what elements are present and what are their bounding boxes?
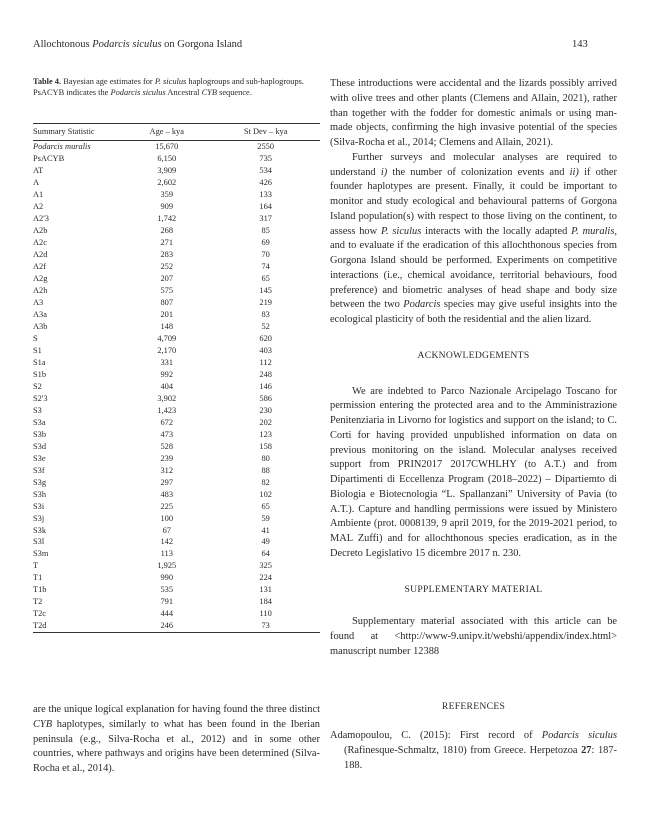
table-cell: T2d — [33, 621, 47, 631]
table-row — [33, 345, 320, 357]
table-row — [33, 572, 320, 584]
table-header-row — [33, 124, 320, 141]
table-row — [33, 333, 320, 345]
table-cell: 2,602 — [157, 177, 177, 187]
table-cell: 909 — [160, 201, 174, 211]
table-cell: 992 — [160, 369, 174, 379]
table-cell: T2 — [33, 597, 43, 607]
table-cell: 4,709 — [157, 333, 177, 343]
table-cell: 403 — [259, 345, 272, 355]
table-cell: 110 — [259, 609, 272, 619]
table-row — [33, 548, 320, 560]
table-cell: S3d — [33, 441, 47, 451]
table-cell: 113 — [160, 549, 173, 559]
table-cell: 444 — [160, 609, 174, 619]
table-cell: 148 — [160, 321, 174, 331]
table-row — [33, 417, 320, 429]
table-cell: 41 — [261, 525, 270, 535]
table-row — [33, 177, 320, 189]
age-estimates-table — [33, 123, 320, 633]
table-cell: 65 — [261, 501, 270, 511]
table-cell: 146 — [259, 381, 272, 391]
table-cell: 65 — [261, 273, 270, 283]
table-row — [33, 429, 320, 441]
table-cell: 483 — [160, 489, 174, 499]
table-cell: 69 — [261, 237, 270, 247]
table-cell: A2'3 — [33, 213, 49, 223]
section-heading: ACKNOWLEDGEMENTS — [417, 349, 530, 361]
table-cell: 158 — [259, 441, 272, 451]
table-cell: A2d — [33, 249, 48, 259]
table-cell: A3a — [33, 309, 47, 319]
table-cell: 225 — [160, 501, 174, 511]
table-cell: 67 — [162, 525, 171, 535]
table-cell: Podarcis muralis — [33, 142, 91, 151]
right-column — [330, 77, 617, 774]
left-column — [33, 77, 320, 631]
table-row — [33, 405, 320, 417]
table-cell: S3k — [33, 525, 47, 535]
table-cell: 131 — [259, 585, 272, 595]
table-row — [33, 620, 320, 632]
table-cell: 80 — [261, 453, 270, 463]
table-cell: 620 — [259, 333, 272, 343]
table-cell: 2550 — [257, 142, 275, 151]
table-cell: 990 — [160, 573, 174, 583]
table-cell: A3b — [33, 321, 48, 331]
page-number: 143 — [572, 39, 588, 50]
table-cell: S3j — [33, 513, 45, 523]
table-cell: 1,423 — [157, 405, 177, 415]
table-row — [33, 321, 320, 333]
table-cell: S3h — [33, 489, 47, 499]
table-row — [33, 441, 320, 453]
table-row — [33, 608, 320, 620]
table-cell: 331 — [160, 357, 174, 367]
table-cell: A2f — [33, 261, 47, 271]
table-cell: 70 — [261, 249, 270, 259]
table-cell: A2g — [33, 273, 48, 283]
table-cell: S3a — [33, 417, 46, 427]
table-cell: T — [33, 561, 39, 571]
table-row — [33, 141, 320, 153]
table-cell: S3m — [33, 549, 49, 559]
table-cell: S3b — [33, 429, 47, 439]
table-cell: 102 — [259, 489, 272, 499]
table-row — [33, 465, 320, 477]
table-cell: 112 — [259, 357, 272, 367]
table-cell: 3,902 — [157, 393, 177, 403]
table-cell: 82 — [261, 477, 270, 487]
table-cell: T1 — [33, 573, 43, 583]
body-paragraph: We are indebted to Parco Nazionale Arcipelago Toscano for permission entering the protected area and to the Amministrazione Penitenziaria in Livorno for logistics and support on the island; to C. Corti for having provided unpublished information on data on previous monitoring on the island. Molecular analyses received support from PRIN2017 2017CWHLHY (to A.T.) and from Dipartimenti di Eccellenza Program (2018–2022) – Dipartiemto di Biologia e Biotecnologia “L. Spallanzani” University of Pavia (to A.T.). Capture and handling permissions were issued by Ministero Ambiente (prot. 0008139, 9 april 2019, for the 2019-2021 period, to MAL Zuffi) and for allochthonous species eradication, as in the Decreto Legislativo 15 dicembre 2017 n. 230. — [330, 385, 617, 559]
table-row — [33, 309, 320, 321]
table-cell: 239 — [160, 453, 174, 463]
table-cell: S3g — [33, 477, 47, 487]
table-cell: 1,742 — [157, 213, 177, 223]
table-cell: 133 — [259, 189, 272, 199]
table-cell: 271 — [160, 237, 174, 247]
table-cell: 297 — [160, 477, 174, 487]
table-cell: 219 — [259, 297, 272, 307]
running-title: Allochtonous Podarcis siculus on Gorgona Island — [33, 39, 243, 50]
table-cell: S3 — [33, 405, 42, 415]
table-cell: T1b — [33, 585, 47, 595]
table-row — [33, 357, 320, 369]
table-cell: 224 — [259, 573, 272, 583]
table-cell: 59 — [261, 513, 270, 523]
table-cell: 6,150 — [157, 153, 177, 163]
table-row — [33, 165, 320, 177]
table-cell: S1b — [33, 369, 47, 379]
table-cell: 201 — [160, 309, 174, 319]
table-cell: 73 — [261, 621, 270, 631]
table-cell: 49 — [261, 537, 270, 547]
table-cell: 735 — [259, 153, 272, 163]
table-cell: S1 — [33, 345, 42, 355]
table-cell: S3f — [33, 465, 45, 475]
table-cell: 85 — [261, 225, 270, 235]
table-row — [33, 249, 320, 261]
table-caption: Table 4. Bayesian age estimates for P. siculus haplogroups and sub-haplogroups. PsACYB indicates the Podarcis siculus Ancestral CYB sequence. — [33, 77, 305, 97]
table-cell: S2 — [33, 381, 42, 391]
table-cell: T2c — [33, 609, 47, 619]
table-row — [33, 489, 320, 501]
table-row — [33, 560, 320, 572]
table-cell: 142 — [160, 537, 174, 547]
table-cell: 252 — [160, 261, 174, 271]
table-cell: PsACYB — [33, 153, 65, 163]
table-row — [33, 297, 320, 309]
body-paragraph: Further surveys and molecular analyses are required to understand i) the number of colonization events and ii) if other founder haplotypes are present. Finally, it could be important to monitor and study ecological and behavioural patterns of Gorgona Island population(s) with respect to those living on the continent, to assess how P. siculus interacts with the locally adapted P. muralis, and to evaluate if the eradication of this allochthonous species from Gorgona Island should be performed. Experiments on competitive interactions (i.e., chemical avoidance, territorial behaviours, food preference) and biometric analyses of head shape and body size between the two Podarcis species may give useful insights into the ecological plasticity of both the residential and the alien lizard. — [330, 151, 617, 325]
table-cell: S3i — [33, 501, 45, 511]
table-cell: S — [33, 333, 38, 343]
table-cell: 88 — [261, 465, 270, 475]
table-cell: 426 — [259, 177, 272, 187]
table-row — [33, 225, 320, 237]
table-row — [33, 261, 320, 273]
table-row — [33, 201, 320, 213]
table-cell: 528 — [160, 441, 174, 451]
table-cell: AT — [33, 165, 44, 175]
table-row — [33, 453, 320, 465]
table-cell: S1a — [33, 357, 46, 367]
table-cell: 15,670 — [155, 142, 179, 151]
table-cell: 164 — [259, 201, 272, 211]
table-row — [33, 273, 320, 285]
table-cell: A2b — [33, 225, 48, 235]
table-row — [33, 153, 320, 165]
table-cell: 74 — [261, 261, 270, 271]
table-cell: 535 — [160, 585, 174, 595]
table-body — [33, 141, 320, 633]
table-cell: 575 — [160, 285, 174, 295]
body-paragraph: These introductions were accidental and the lizards possibly arrived with olive trees and other plants (Clemens and Allain, 2021), rather than together with the fodder for domestic animals or using man-made objects, confirming the high invasive potential of the species (Silva-Rocha et al., 2014; Clemens and Allain, 2021). — [330, 78, 617, 148]
column-header: Age – kya — [149, 127, 184, 136]
table-cell: A2c — [33, 237, 47, 247]
table-row — [33, 501, 320, 513]
table-cell: S3e — [33, 453, 46, 463]
section-heading: SUPPLEMENTARY MATERIAL — [404, 583, 543, 595]
table-cell: 791 — [160, 597, 174, 607]
reference-entry: Adamopoulou, C. (2015): First record of Podarcis siculus (Rafinesque-Schmaltz, 1810) from Greece. Herpetozoa 27: 187-188. — [330, 730, 618, 771]
table-cell: A3 — [33, 297, 44, 307]
table-cell: A1 — [33, 189, 44, 199]
table-cell: 586 — [259, 393, 272, 403]
table-cell: 145 — [259, 285, 272, 295]
body-paragraph: are the unique logical explanation for having found the three distinct CYB haplotypes, similarly to what has been found in the Iberian peninsula (e.g., Silva-Rocha et al., 2012) and in some other countries, where pathways and origins have been determined (Silva-Rocha et al., 2014). — [33, 704, 320, 775]
column-header: Summary Statistic — [33, 127, 95, 136]
table-cell: 317 — [259, 213, 272, 223]
table-cell: 184 — [259, 597, 272, 607]
table-cell: 404 — [160, 381, 174, 391]
table-cell: 64 — [261, 549, 270, 559]
table-cell: 207 — [160, 273, 174, 283]
table-cell: 248 — [259, 369, 272, 379]
table-cell: 2,170 — [157, 345, 177, 355]
table-cell: 473 — [160, 429, 174, 439]
table-row — [33, 513, 320, 525]
table-row — [33, 525, 320, 537]
table-row — [33, 237, 320, 249]
table-row — [33, 393, 320, 405]
table-cell: 246 — [160, 621, 174, 631]
table-row — [33, 189, 320, 201]
table-cell: S3l — [33, 537, 45, 547]
table-cell: 325 — [259, 561, 272, 571]
table-cell: 83 — [261, 309, 270, 319]
table-cell: A2 — [33, 201, 44, 211]
table-row — [33, 213, 320, 225]
table-cell: 52 — [261, 321, 270, 331]
table-cell: 312 — [160, 465, 174, 475]
table-cell: A2h — [33, 285, 48, 295]
table-cell: 230 — [259, 405, 272, 415]
table-row — [33, 369, 320, 381]
body-paragraph: Supplementary material associated with this article can be found at <http://www-9.unipv.it/webshi/appendix/index.html> manuscript number 12388 — [330, 616, 617, 657]
table-cell: A — [33, 177, 40, 187]
table-row — [33, 477, 320, 489]
section-heading: REFERENCES — [441, 700, 506, 712]
table-row — [33, 381, 320, 393]
table-row — [33, 584, 320, 596]
table-cell: 359 — [160, 189, 174, 199]
table-cell: 807 — [160, 297, 174, 307]
table-cell: 672 — [160, 417, 174, 427]
table-row — [33, 596, 320, 608]
table-cell: 123 — [259, 429, 272, 439]
table-cell: 283 — [160, 249, 174, 259]
table-cell: S2'3 — [33, 393, 48, 403]
table-cell: 3,909 — [157, 165, 177, 175]
table-cell: 268 — [160, 225, 174, 235]
table-cell: 202 — [259, 417, 272, 427]
table-cell: 100 — [160, 513, 174, 523]
table-cell: 1,925 — [157, 561, 177, 571]
table-cell: 534 — [259, 165, 272, 175]
table-row — [33, 285, 320, 297]
table-row — [33, 536, 320, 548]
column-header: St Dev – kya — [243, 127, 288, 136]
